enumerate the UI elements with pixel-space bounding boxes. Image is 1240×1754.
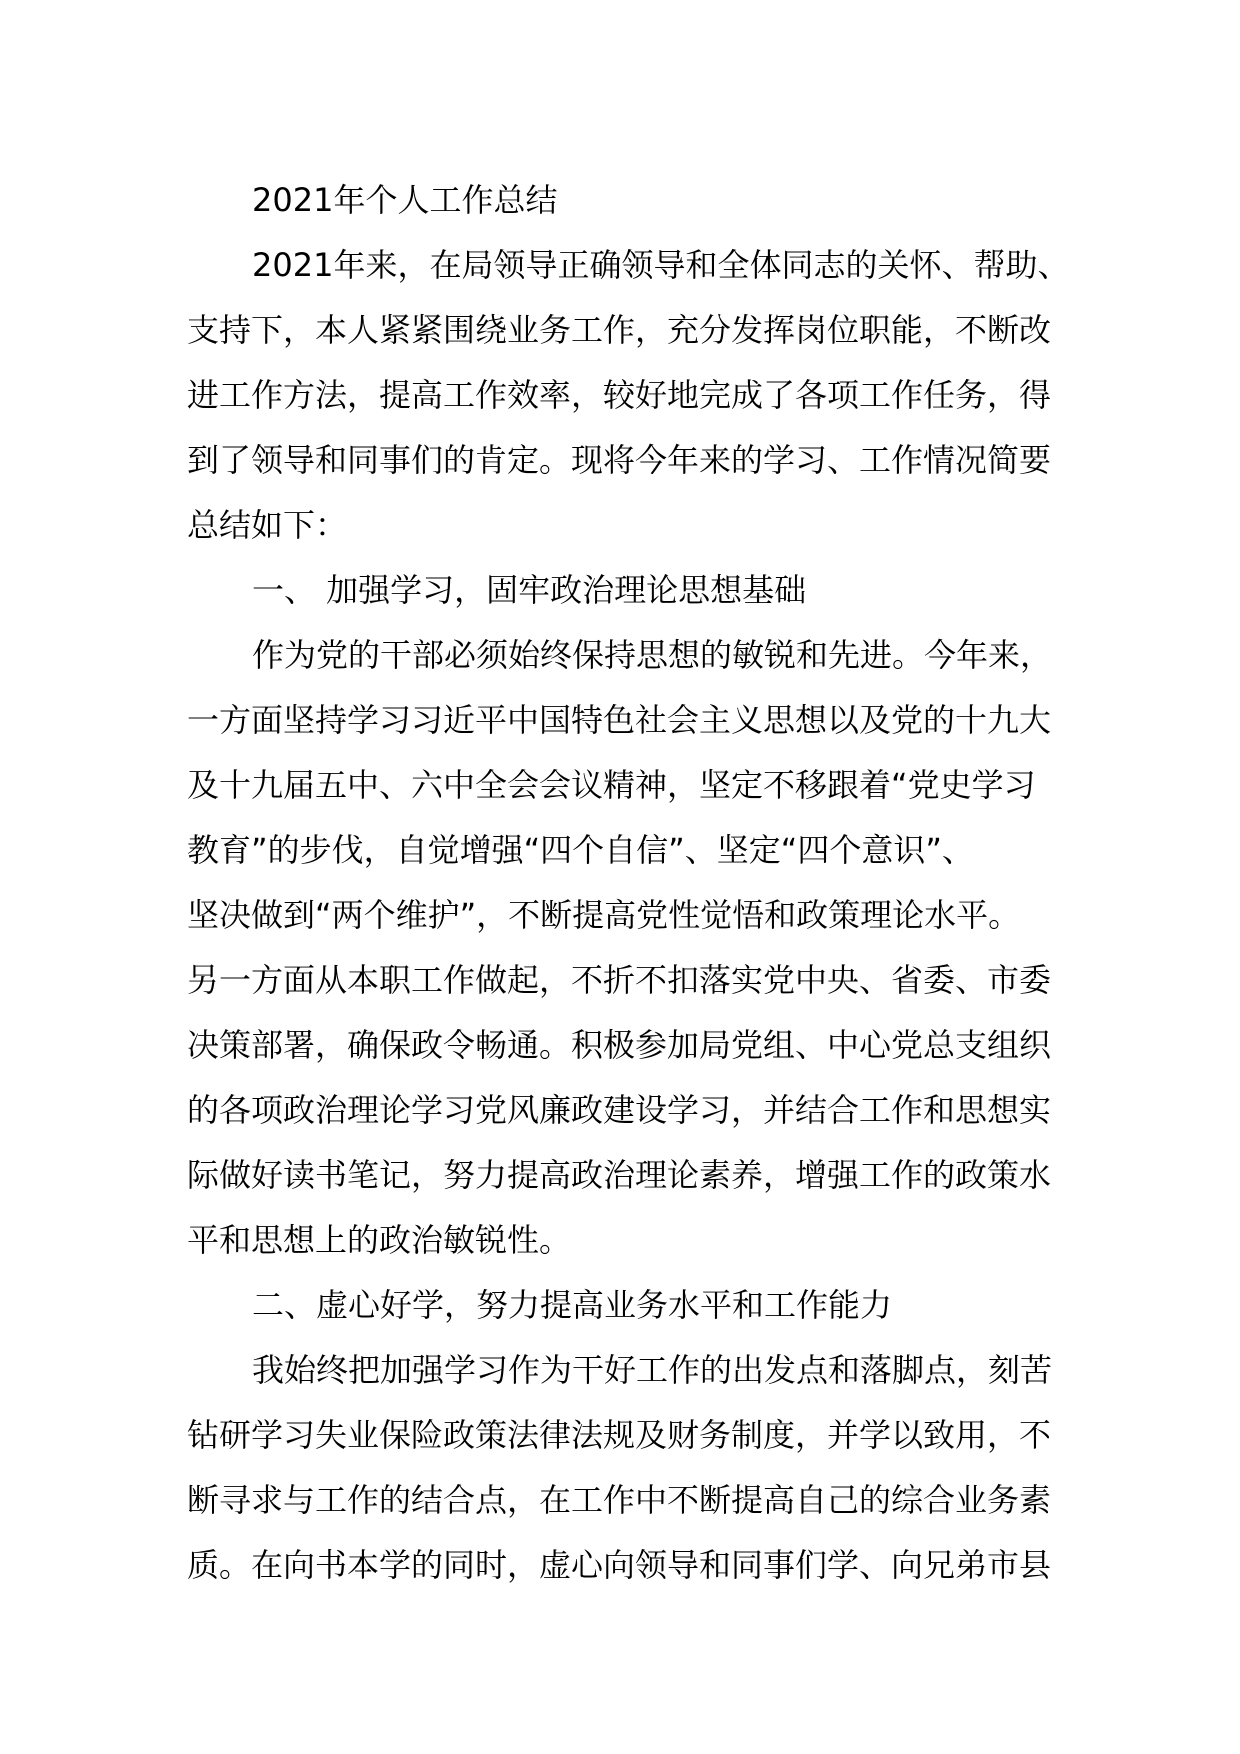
document-title: 2021年个人工作总结	[252, 181, 558, 219]
text-line: 的各项政治理论学习党风廉政建设学习，并结合工作和思想实	[187, 1091, 1052, 1129]
text-line: 支持下，本人紧紧围绕业务工作，充分发挥岗位职能，不断改	[187, 311, 1052, 349]
section-heading-2: 二、虚心好学，努力提高业务水平和工作能力	[252, 1286, 893, 1324]
text-line: 作为党的干部必须始终保持思想的敏锐和先进。今年来，	[252, 636, 1053, 674]
text-line: 断寻求与工作的结合点，在工作中不断提高自己的综合业务素	[187, 1481, 1052, 1519]
text-line: 2021年来，在局领导正确领导和全体同志的关怀、帮助、	[252, 246, 1070, 284]
document-body	[187, 168, 1070, 1598]
text-line: 教育”的步伐，自觉增强“四个自信”、坚定“四个意识”、	[187, 831, 974, 869]
section-heading-1: 一、 加强学习，固牢政治理论思想基础	[252, 571, 807, 609]
text-line: 我始终把加强学习作为干好工作的出发点和落脚点，刻苦	[252, 1351, 1053, 1389]
text-line: 坚决做到“两个维护”，不断提高党性觉悟和政策理论水平。	[187, 896, 1021, 934]
text-line: 一方面坚持学习习近平中国特色社会主义思想以及党的十九大	[187, 701, 1052, 739]
text-line: 及十九届五中、六中全会会议精神，坚定不移跟着“党史学习	[187, 766, 1036, 804]
text-line: 决策部署，确保政令畅通。积极参加局党组、中心党总支组织	[187, 1026, 1052, 1064]
text-line: 总结如下：	[187, 506, 348, 544]
text-line: 到了领导和同事们的肯定。现将今年来的学习、工作情况简要	[187, 441, 1052, 479]
text-line: 际做好读书笔记，努力提高政治理论素养，增强工作的政策水	[187, 1156, 1052, 1194]
text-line: 进工作方法，提高工作效率，较好地完成了各项工作任务，得	[187, 376, 1052, 414]
text-line: 另一方面从本职工作做起，不折不扣落实党中央、省委、市委	[187, 961, 1052, 999]
text-line: 钻研学习失业保险政策法律法规及财务制度，并学以致用，不	[187, 1416, 1052, 1454]
text-line: 质。在向书本学的同时，虚心向领导和同事们学、向兄弟市县	[187, 1546, 1052, 1584]
text-line: 平和思想上的政治敏锐性。	[187, 1221, 572, 1259]
